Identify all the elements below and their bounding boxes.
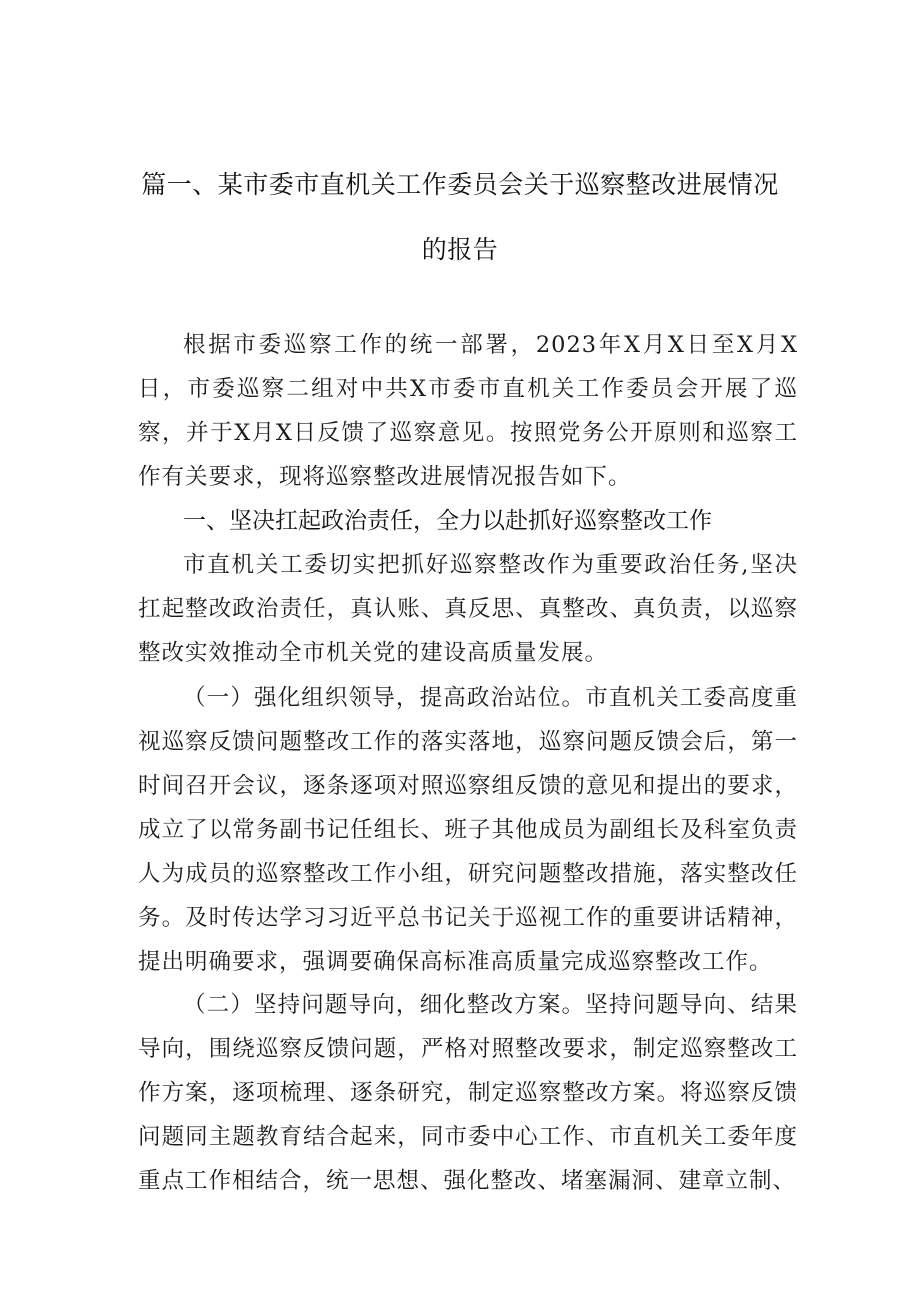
section-1-heading: 一、坚决扛起政治责任，全力以赴抓好巡察整改工作 xyxy=(183,508,712,534)
subsection-2-heading: （二）坚持问题导向，细化整改方案。 xyxy=(183,992,586,1018)
document-title-line-1: 篇一、某市委市直机关工作委员会关于巡察整改进展情况 xyxy=(141,170,779,199)
document-title-line-2: 的报告 xyxy=(421,235,499,264)
intro-paragraph xyxy=(138,323,798,499)
subsection-1-text xyxy=(138,676,798,984)
intro-text: 根据市委巡察工作的统一部署，2023年X月X日至X月X日，市委巡察二组对中共X市委市直机关工作委员会开展了巡察，并于X月X日反馈了巡察意见。按照党务公开原则和巡察工作有关要求，现将巡察整改进展情况报告如下。 xyxy=(138,332,798,490)
section-1-text: 市直机关工委切实把抓好巡察整改作为重要政治任务,坚决扛起整改政治责任，真认账、真反思、真整改、真负责，以巡察整改实效推动全市机关党的建设高质量发展。 xyxy=(138,552,798,666)
subsection-2-paragraph xyxy=(138,983,798,1203)
subsection-1-heading: （一）强化组织领导，提高政治站位。 xyxy=(183,685,586,711)
subsection-1-body: 市直机关工委高度重视巡察反馈问题整改工作的落实落地，巡察问题反馈会后，第一时间召开会议，逐条逐项对照巡察组反馈的意见和提出的要求，成立了以常务副书记任组长、班子其他成员为副组长及科室负责人为成员的巡察整改工作小组，研究问题整改措施，落实整改任务。及时传达学习习近平总书记关于巡视工作的重要讲话精神，提出明确要求，强调要确保高标准高质量完成巡察整改工作。 xyxy=(138,685,798,975)
section-1-paragraph xyxy=(138,543,798,675)
subsection-2-text xyxy=(138,983,798,1203)
subsection-1-paragraph xyxy=(138,676,798,984)
subsection-2-body: 坚持问题导向、结果导向，围绕巡察反馈问题，严格对照整改要求，制定巡察整改工作方案，逐项梳理、逐条研究，制定巡察整改方案。将巡察反馈问题同主题教育结合起来，同市委中心工作、市直机关工委年度重点工作相结合，统一思想、强化整改、堵塞漏洞、建章立制、 xyxy=(138,992,798,1194)
